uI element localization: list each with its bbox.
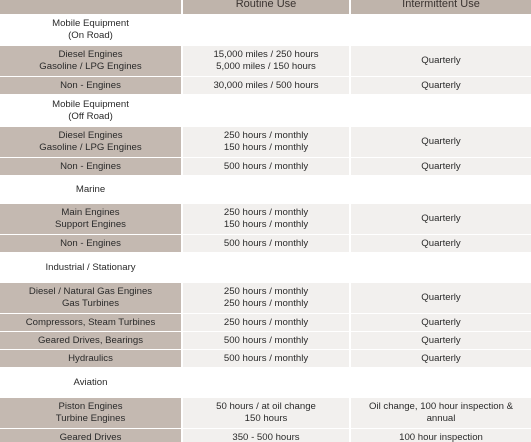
intermittent-use-cell-line: Quarterly bbox=[421, 334, 461, 346]
equipment-type-cell bbox=[0, 235, 181, 252]
intermittent-use-cell bbox=[351, 429, 531, 442]
intermittent-use-cell bbox=[351, 314, 531, 331]
table-row bbox=[0, 350, 531, 367]
routine-use-cell-line: 250 hours / monthly bbox=[223, 316, 309, 328]
equipment-type-cell-line: Geared Drives, Bearings bbox=[37, 334, 144, 346]
table-row bbox=[0, 204, 531, 234]
equipment-type-cell-line: Diesel Engines bbox=[58, 130, 123, 141]
intermittent-use-cell-line: Quarterly bbox=[421, 352, 461, 364]
category-row bbox=[0, 15, 531, 45]
category-label bbox=[0, 368, 181, 397]
routine-use-cell-line: 250 hours / monthly bbox=[223, 298, 309, 309]
intermittent-use-cell bbox=[351, 332, 531, 349]
equipment-type-cell bbox=[0, 314, 181, 331]
routine-use-cell-line: 350 - 500 hours bbox=[232, 431, 300, 442]
category-label-line: (Off Road) bbox=[68, 110, 113, 122]
equipment-type-cell bbox=[0, 46, 181, 76]
table-row bbox=[0, 158, 531, 175]
intermittent-use-cell bbox=[351, 77, 531, 94]
table-row bbox=[0, 332, 531, 349]
intermittent-use-cell-line: Quarterly bbox=[421, 136, 461, 147]
equipment-type-cell-line: Diesel / Natural Gas Engines bbox=[28, 286, 153, 297]
equipment-type-cell-line: Piston Engines bbox=[58, 401, 123, 412]
routine-use-cell-line: 250 hours / monthly bbox=[223, 207, 309, 218]
routine-use-cell-line: 500 hours / monthly bbox=[223, 352, 309, 364]
equipment-type-cell-line: Main Engines bbox=[61, 207, 120, 218]
equipment-type-cell-line: Diesel Engines bbox=[58, 49, 123, 60]
category-row bbox=[0, 95, 531, 126]
routine-use-cell-line: 15,000 miles / 250 hours bbox=[213, 49, 319, 60]
table-header-row bbox=[0, 0, 531, 14]
routine-use-cell-line: 500 hours / monthly bbox=[223, 334, 309, 346]
routine-use-cell-line: 500 hours / monthly bbox=[223, 160, 309, 172]
equipment-type-cell-line: Non - Engines bbox=[60, 79, 121, 91]
equipment-type-cell bbox=[0, 158, 181, 175]
equipment-type-cell-line: Non - Engines bbox=[60, 160, 121, 172]
intermittent-use-cell-line: Oil change, 100 hour inspection & bbox=[369, 401, 513, 412]
equipment-type-cell-line: Hydraulics bbox=[68, 352, 113, 364]
table-row bbox=[0, 283, 531, 313]
routine-use-cell bbox=[183, 314, 349, 331]
routine-use-cell bbox=[183, 46, 349, 76]
routine-use-cell-line: 150 hours / monthly bbox=[223, 142, 309, 153]
routine-use-cell bbox=[183, 283, 349, 313]
intermittent-use-cell-line: annual bbox=[426, 413, 456, 424]
intermittent-use-cell bbox=[351, 158, 531, 175]
equipment-type-cell bbox=[0, 429, 181, 442]
routine-use-cell bbox=[183, 429, 349, 442]
category-label bbox=[0, 95, 181, 126]
equipment-type-cell-line: Gasoline / LPG Engines bbox=[39, 142, 142, 153]
category-label bbox=[0, 176, 181, 203]
intermittent-use-cell-line: Quarterly bbox=[421, 55, 461, 66]
table-row bbox=[0, 77, 531, 94]
intermittent-use-cell bbox=[351, 127, 531, 157]
table-row bbox=[0, 314, 531, 331]
intermittent-use-cell-line: Quarterly bbox=[421, 213, 461, 224]
routine-use-cell bbox=[183, 158, 349, 175]
category-row bbox=[0, 176, 531, 203]
category-label-line: (On Road) bbox=[68, 30, 113, 41]
intermittent-use-cell bbox=[351, 398, 531, 428]
category-label-line: Mobile Equipment bbox=[52, 18, 129, 29]
table-row bbox=[0, 235, 531, 252]
intermittent-use-cell-line: 100 hour inspection bbox=[399, 431, 483, 442]
routine-use-cell-line: 150 hours / monthly bbox=[223, 219, 309, 230]
equipment-type-cell bbox=[0, 127, 181, 157]
equipment-type-cell bbox=[0, 77, 181, 94]
category-row bbox=[0, 253, 531, 282]
table-row bbox=[0, 398, 531, 428]
category-row bbox=[0, 368, 531, 397]
routine-use-cell-line: 500 hours / monthly bbox=[223, 237, 309, 249]
intermittent-use-cell-line: Quarterly bbox=[421, 237, 461, 249]
equipment-type-cell bbox=[0, 332, 181, 349]
routine-use-cell bbox=[183, 398, 349, 428]
equipment-type-cell-line: Gasoline / LPG Engines bbox=[39, 61, 142, 72]
routine-use-cell bbox=[183, 204, 349, 234]
equipment-type-cell-line: Non - Engines bbox=[60, 237, 121, 249]
intermittent-use-cell bbox=[351, 350, 531, 367]
table-row bbox=[0, 46, 531, 76]
routine-use-cell bbox=[183, 350, 349, 367]
header-intermittent-use: Intermittent Use bbox=[351, 0, 531, 14]
equipment-type-cell-line: Geared Drives bbox=[59, 431, 122, 442]
intermittent-use-cell bbox=[351, 46, 531, 76]
header-type-cell bbox=[0, 0, 181, 14]
routine-use-cell-line: 150 hours bbox=[244, 413, 288, 424]
routine-use-cell-line: 250 hours / monthly bbox=[223, 286, 309, 297]
intermittent-use-cell-line: Quarterly bbox=[421, 79, 461, 91]
equipment-type-cell bbox=[0, 398, 181, 428]
equipment-type-cell bbox=[0, 204, 181, 234]
category-label-line: Industrial / Stationary bbox=[45, 261, 136, 273]
routine-use-cell bbox=[183, 127, 349, 157]
routine-use-cell bbox=[183, 332, 349, 349]
intermittent-use-cell bbox=[351, 283, 531, 313]
category-label-line: Marine bbox=[75, 183, 106, 195]
equipment-type-cell bbox=[0, 283, 181, 313]
category-label bbox=[0, 15, 181, 45]
intermittent-use-cell-line: Quarterly bbox=[421, 316, 461, 328]
table-row bbox=[0, 429, 531, 442]
intermittent-use-cell-line: Quarterly bbox=[421, 160, 461, 172]
header-routine-use: Routine Use bbox=[183, 0, 349, 14]
category-label-line: Mobile Equipment bbox=[52, 98, 129, 110]
equipment-type-cell-line: Gas Turbines bbox=[61, 298, 120, 309]
category-label bbox=[0, 253, 181, 282]
equipment-type-cell-line: Compressors, Steam Turbines bbox=[25, 316, 156, 328]
equipment-type-cell bbox=[0, 350, 181, 367]
category-label-line: Aviation bbox=[73, 376, 108, 388]
routine-use-cell-line: 250 hours / monthly bbox=[223, 130, 309, 141]
table-row bbox=[0, 127, 531, 157]
routine-use-cell-line: 50 hours / at oil change bbox=[216, 401, 316, 412]
intermittent-use-cell-line: Quarterly bbox=[421, 292, 461, 303]
intermittent-use-cell bbox=[351, 204, 531, 234]
equipment-type-cell-line: Support Engines bbox=[55, 219, 126, 230]
intermittent-use-cell bbox=[351, 235, 531, 252]
routine-use-cell bbox=[183, 235, 349, 252]
equipment-type-cell-line: Turbine Engines bbox=[55, 413, 126, 424]
routine-use-cell bbox=[183, 77, 349, 94]
routine-use-cell-line: 30,000 miles / 500 hours bbox=[213, 79, 319, 91]
routine-use-cell-line: 5,000 miles / 150 hours bbox=[216, 61, 316, 72]
